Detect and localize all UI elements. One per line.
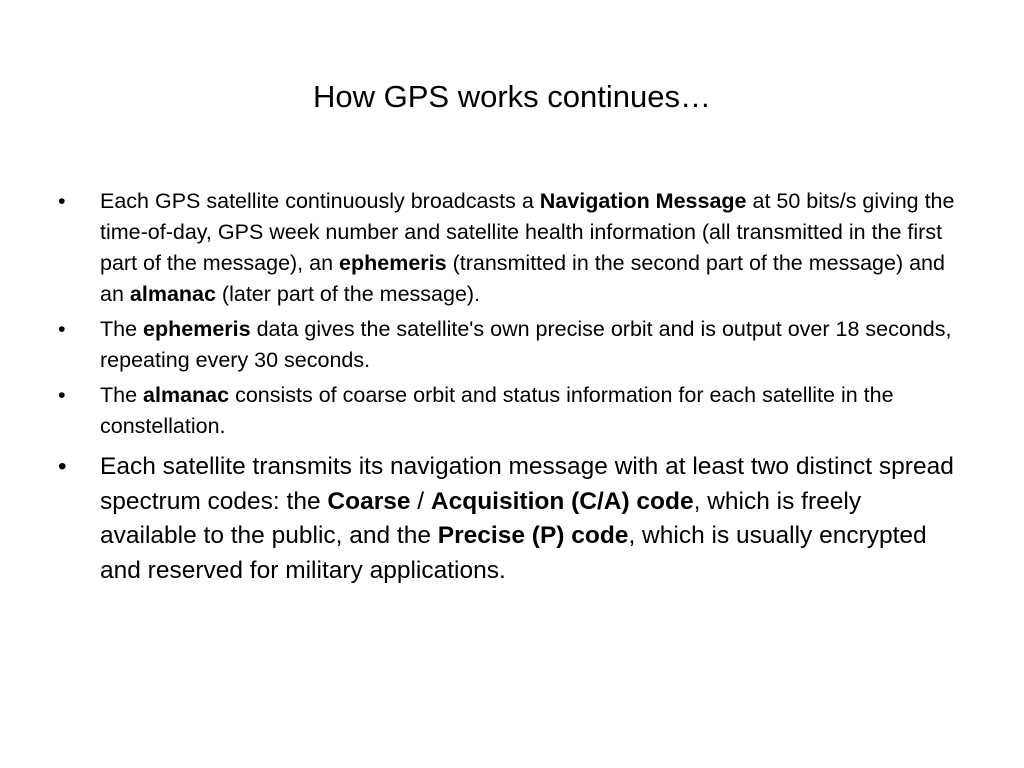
bold-term: Coarse	[327, 487, 411, 515]
bullet-text	[100, 314, 956, 376]
text-run: (transmitted in the second part of the message) and an	[100, 251, 945, 306]
text-run: consists of coarse orbit and status information for each satellite in the constellation.	[100, 383, 894, 438]
text-run: The	[100, 383, 144, 407]
bullet-list	[56, 186, 956, 588]
bold-term: almanac	[143, 383, 230, 407]
bold-term: ephemeris	[143, 317, 251, 341]
bold-term: almanac	[129, 282, 216, 306]
text-run: Each satellite transmits its navigation message with at least two distinct spread spectrum codes: the	[100, 453, 954, 515]
bullet-text	[100, 450, 956, 588]
bullet-text	[100, 380, 956, 442]
bullet-marker: •	[58, 189, 66, 213]
bold-term: Navigation Message	[539, 189, 747, 213]
bullet-item	[56, 186, 956, 310]
text-run: (later part of the message).	[215, 282, 481, 306]
bullet-item	[56, 314, 956, 376]
text-run: , which is freely available to the public, and the	[100, 487, 862, 549]
bullet-text	[100, 186, 956, 310]
bullet-marker: •	[58, 383, 66, 407]
text-run: , which is usually encrypted and reserved for military applications.	[100, 522, 927, 584]
text-run: Each GPS satellite continuously broadcasts a	[100, 189, 540, 213]
slide-title: How GPS works continues…	[313, 79, 711, 114]
text-run: at 50 bits/s giving the time-of-day, GPS week number and satellite health information (all transmitted in the first part of the message), an	[100, 189, 955, 275]
bold-term: ephemeris	[339, 251, 447, 275]
bold-term: Acquisition (C/A) code	[430, 487, 694, 515]
bullet-marker: •	[58, 317, 66, 341]
bullet-item	[56, 450, 956, 588]
bullet-marker: •	[58, 453, 67, 480]
text-run: data gives the satellite's own precise orbit and is output over 18 seconds, repeating every 30 seconds.	[100, 317, 952, 372]
bold-term: Precise (P) code	[437, 522, 629, 549]
text-run: /	[410, 487, 431, 515]
bullet-item	[56, 380, 956, 442]
text-run: The	[100, 317, 144, 341]
